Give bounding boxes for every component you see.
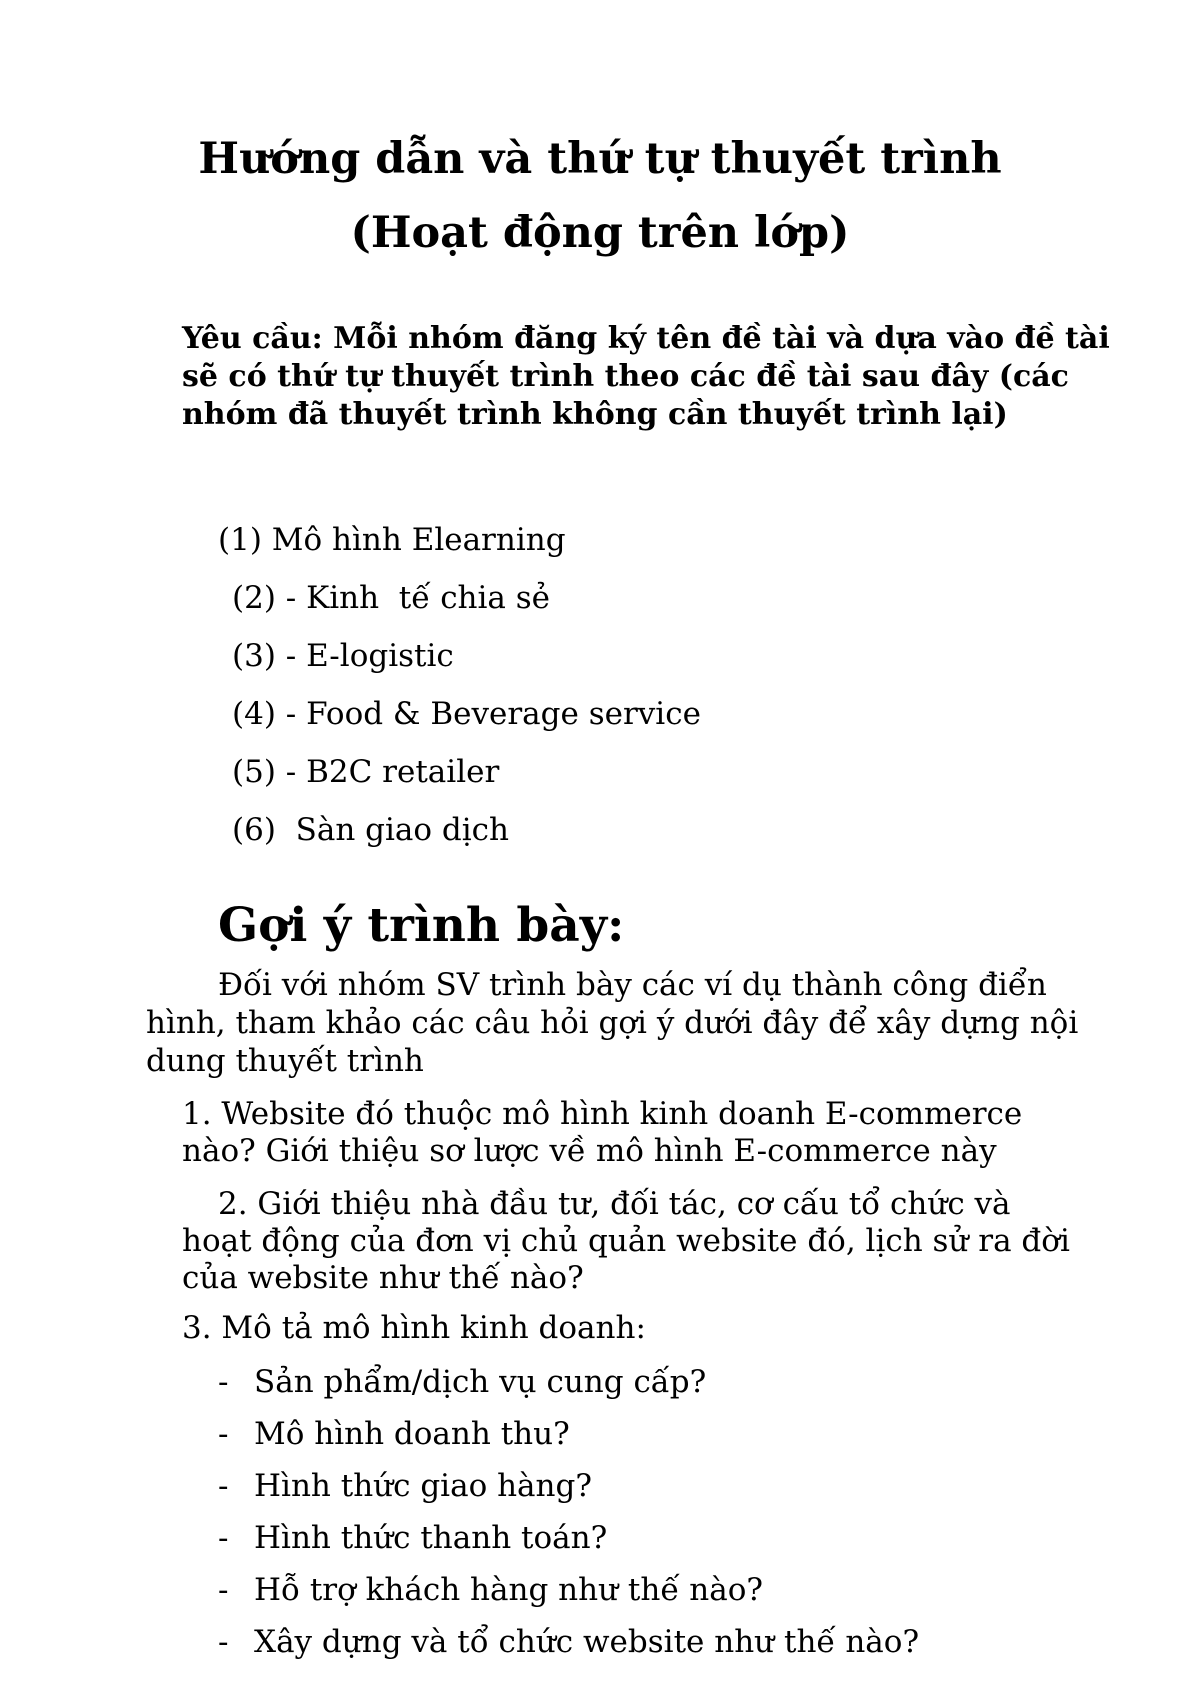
sub-question-item [218, 1414, 570, 1454]
section-heading: Gợi ý trình bày: [218, 898, 625, 953]
sub-question-item [218, 1570, 763, 1610]
bullet-dash: - [218, 1468, 229, 1504]
title-line-2: (Hoạt động trên lớp) [350, 208, 850, 258]
question-2: 2. Giới thiệu nhà đầu tư, đối tác, cơ cấu tổ chức và hoạt động của đơn vị chủ quản website đó, lịch sử ra đời của website như thế nào? [182, 1186, 1070, 1296]
sub-question-text: Hình thức thanh toán? [254, 1520, 608, 1556]
sub-question-text: Sản phẩm/dịch vụ cung cấp? [254, 1364, 707, 1400]
bullet-dash: - [218, 1572, 229, 1608]
intro-paragraph: Đối với nhóm SV trình bày các ví dụ thành công điển hình, tham khảo các câu hỏi gợi ý dưới đây để xây dựng nội dung thuyết trình [146, 967, 1079, 1079]
sub-question-text: Hình thức giao hàng? [254, 1468, 592, 1504]
bullet-dash: - [218, 1520, 229, 1556]
sub-question-item [218, 1518, 607, 1558]
topic-item-6: (6) Sàn giao dịch [232, 812, 510, 848]
topic-item-3: (3) - E-logistic [232, 638, 454, 674]
sub-question-item [218, 1466, 592, 1506]
topic-item-5: (5) - B2C retailer [232, 754, 500, 790]
sub-question-item [218, 1622, 919, 1662]
sub-question-text: Xây dựng và tổ chức website như thế nào? [254, 1624, 920, 1660]
title-line-1: Hướng dẫn và thứ tự thuyết trình [198, 134, 1002, 184]
sub-question-text: Hỗ trợ khách hàng như thế nào? [254, 1572, 764, 1608]
sub-question-text: Mô hình doanh thu? [254, 1416, 570, 1452]
topic-item-4: (4) - Food & Beverage service [232, 696, 701, 732]
bullet-dash: - [218, 1416, 229, 1452]
requirement-paragraph: Yêu cầu: Mỗi nhóm đăng ký tên đề tài và dựa vào đề tài sẽ có thứ tự thuyết trình theo các đề tài sau đây (các nhóm đã thuyết trình không cần thuyết trình lại) [182, 321, 1110, 432]
bullet-dash: - [218, 1624, 229, 1660]
sub-question-item [218, 1362, 706, 1402]
topic-item-1: (1) Mô hình Elearning [218, 522, 566, 558]
question-3: 3. Mô tả mô hình kinh doanh: [182, 1310, 646, 1346]
document-title [0, 122, 1200, 270]
question-1: 1. Website đó thuộc mô hình kinh doanh E-commerce nào? Giới thiệu sơ lược về mô hình E-commerce này [182, 1096, 1023, 1169]
bullet-dash: - [218, 1364, 229, 1400]
topic-item-2: (2) - Kinh tế chia sẻ [232, 580, 551, 616]
